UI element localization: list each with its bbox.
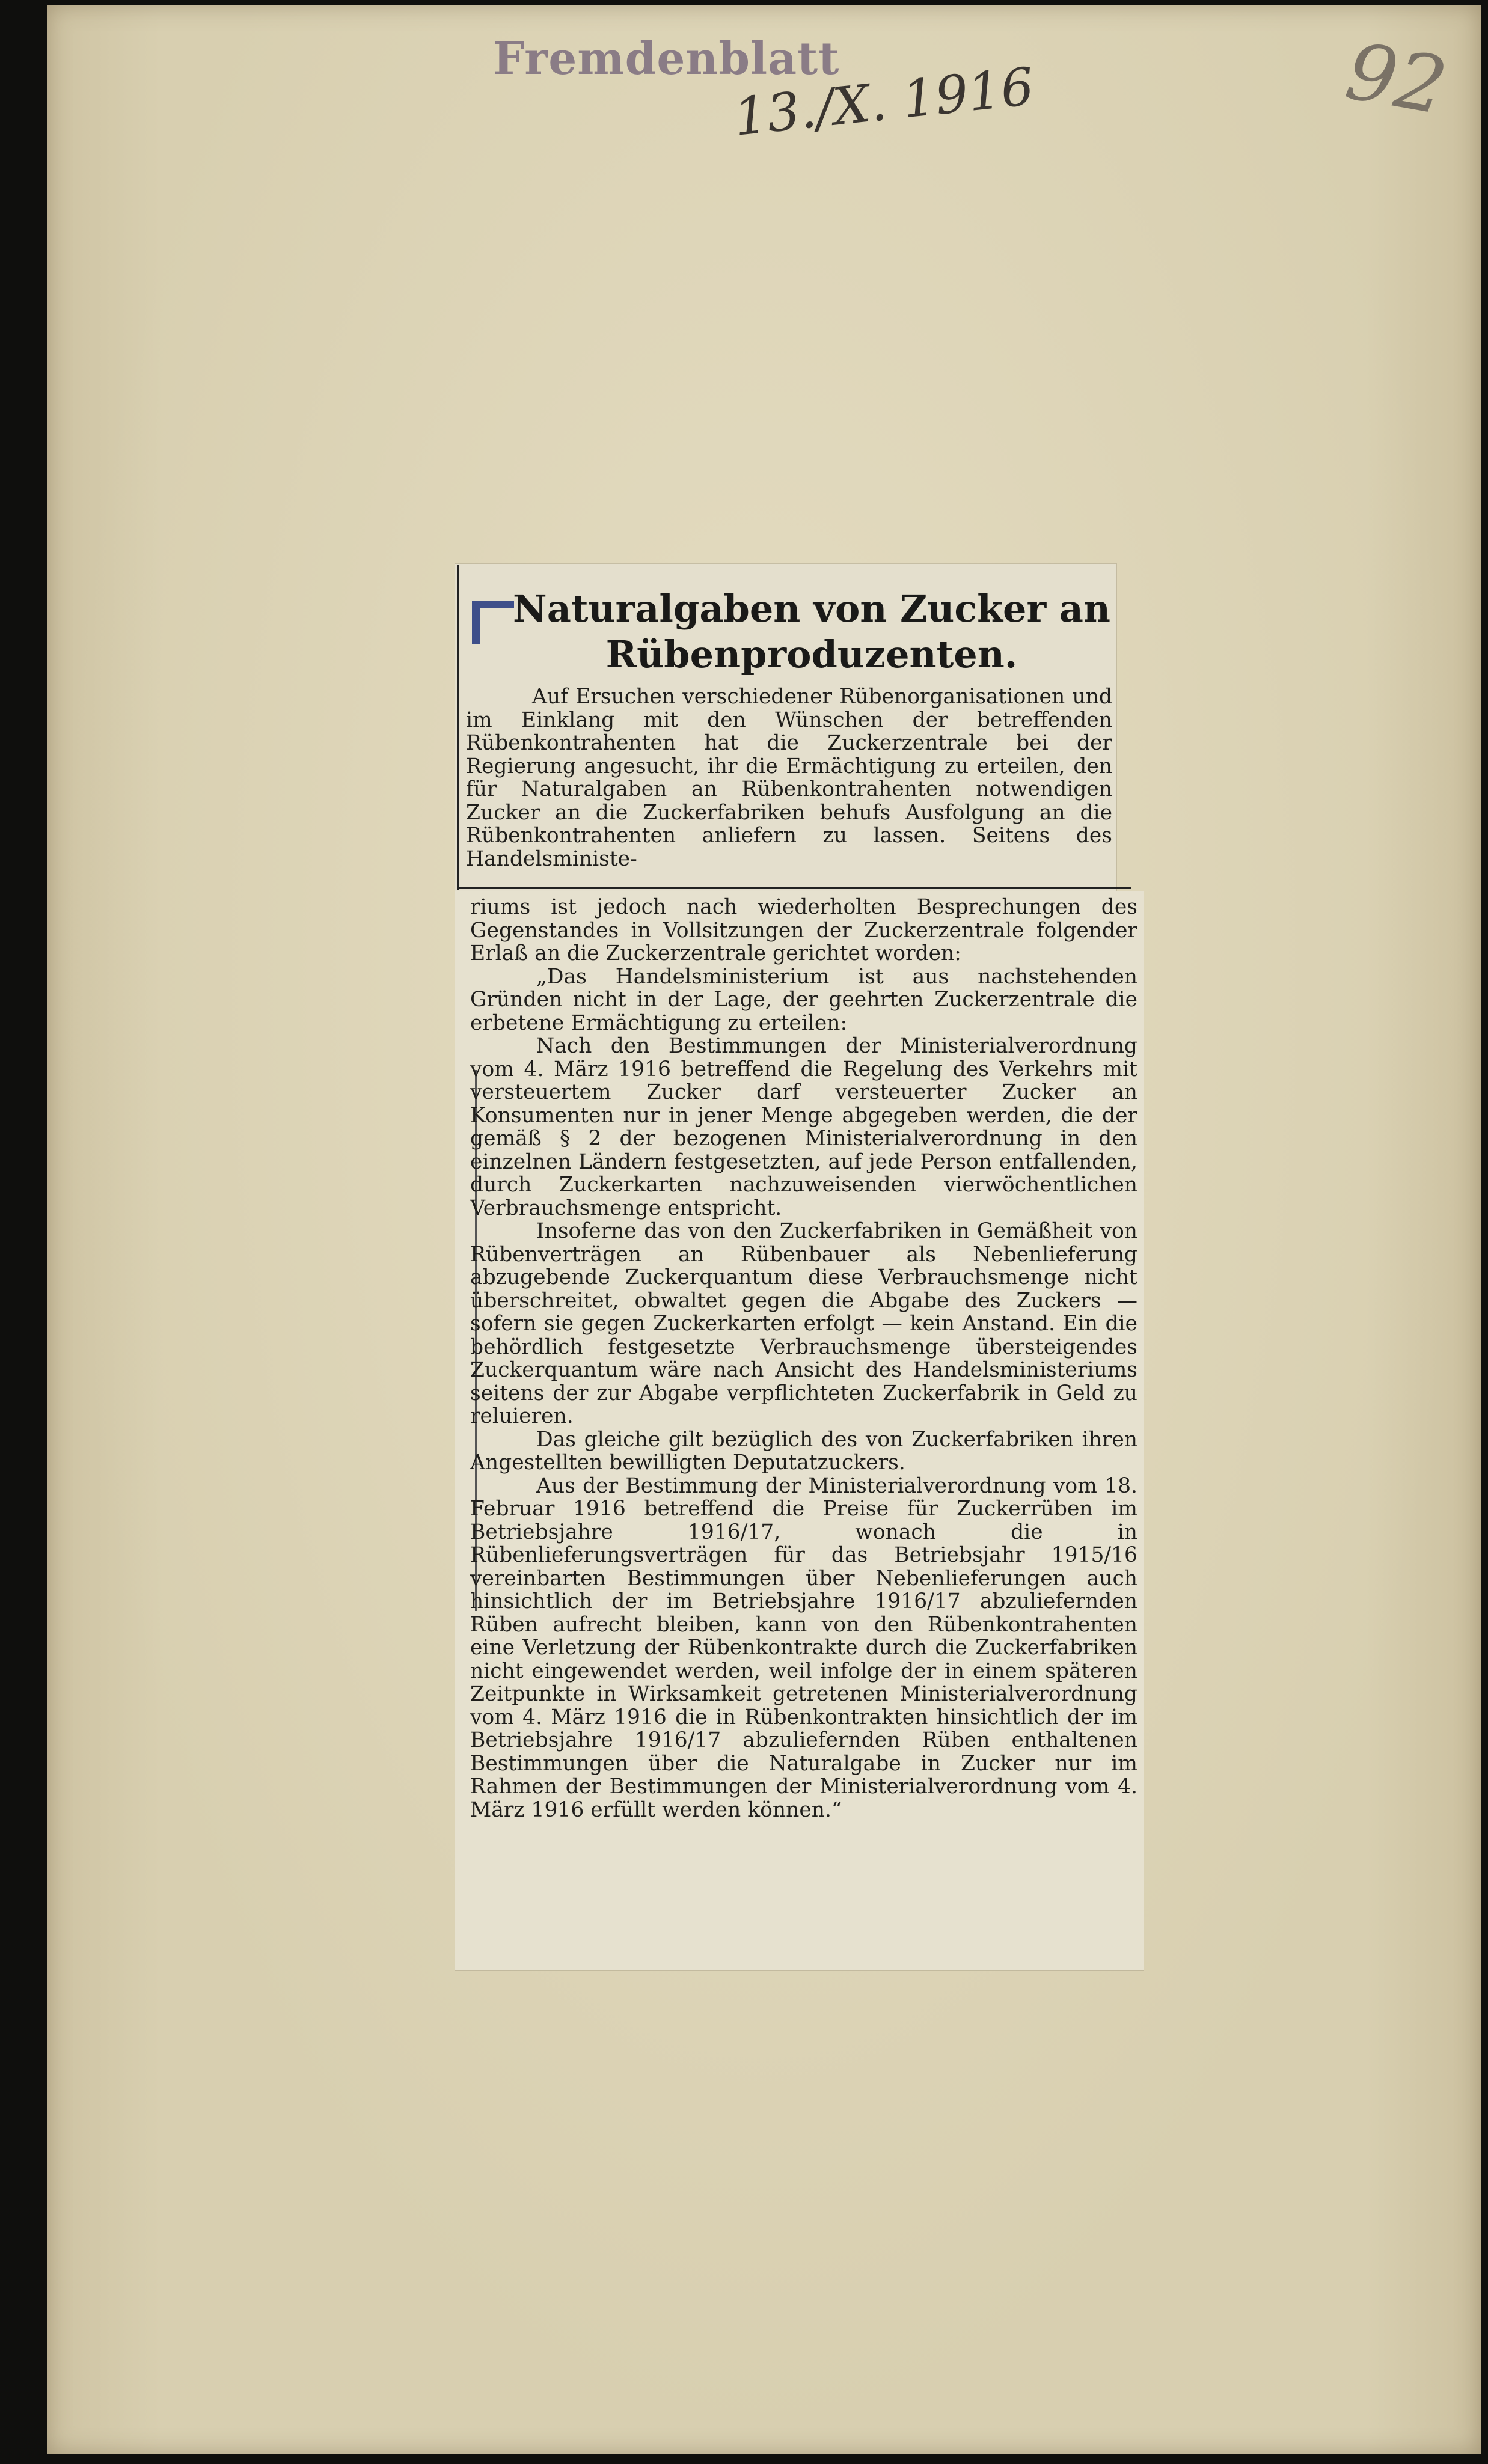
handwritten-date: 13./X. 1916 — [731, 57, 1037, 148]
paragraph: Aus der Bestimmung der Ministerialverordnung vom 18. Februar 1916 betreffend die Preise für Zuckerrüben im Betriebsjahre 1916/17, wonach die in Rübenlieferungsverträgen für das Betriebsjahr 1915/16 vereinbarten Bestimmungen über Nebenlieferungen auch hinsichtlich der im Betriebsjahre 1916/17 abzuliefernden Rüben aufrecht bleiben, kann von den Rübenkontrahenten eine Verletzung der Rübenkontrakte durch die Zuckerfabriken nicht eingewendet werden, weil infolge der in einem späteren Zeitpunkte in Wirksamkeit getretenen Ministerialverordnung vom 4. März 1916 die in Rübenkontrakten hinsichtlich der im Betriebsjahre 1916/17 abzuliefernden Rüben enthaltenen Bestimmungen über die Naturalgabe in Zucker nur im Rahmen der Bestimmungen der Ministerialverordnung vom 4. März 1916 erfüllt werden können.“ — [470, 1473, 1137, 1822]
article-body-upper — [466, 685, 1112, 870]
paragraph: Insoferne das von den Zuckerfabriken in Gemäßheit von Rübenverträgen an Rübenbauer als Nebenlieferung abzugebende Zuckerquantum diese Verbrauchsmenge nicht überschreitet, obwaltet gegen die Abgabe des Zuckers — sofern sie gegen Zuckerkarten erfolgt — kein Anstand. Ein die behördlich festgesetzte Verbrauchsmenge übersteigendes Zuckerquantum wäre nach Ansicht des Handelsministeriums seitens der zur Abgabe verpflichteten Zuckerfabrik in Geld zu reluieren. — [470, 1219, 1137, 1428]
paragraph: Nach den Bestimmungen der Ministerialverordnung vom 4. März 1916 betreffend die Regelung des Verkehrs mit versteuertem Zucker darf versteuerter Zucker an Konsumenten nur in jener Menge abgegeben werden, die der gemäß § 2 der bezogenen Ministerialverordnung in den einzelnen Ländern festgesetzten, auf jede Person entfallenden, durch Zuckerkarten nachzuweisenden vierwöchentlichen Verbrauchsmenge entspricht. — [470, 1034, 1137, 1220]
paragraph: riums ist jedoch nach wiederholten Besprechungen des Gegenstandes in Vollsitzungen der Zuckerzentrale folgender Erlaß an die Zuckerzentrale gerichtet worden: — [470, 895, 1137, 965]
paragraph: Auf Ersuchen verschiedener Rübenorganisationen und im Einklang mit den Wünschen der betreffenden Rübenkontrahenten hat die Zuckerzentrale bei der Regierung angesucht, ihr die Ermächtigung zu erteilen, den für Naturalgaben an Rübenkontrahenten notwendigen Zucker an die Zuckerfabriken behufs Ausfolgung an die Rübenkontrahenten anliefern zu lassen. Seitens des Handelsministe- — [466, 685, 1112, 871]
folio-number: 92 — [1340, 25, 1454, 133]
article-headline: Naturalgaben von Zucker an Rübenproduzenten. — [513, 587, 1110, 676]
column-rule — [457, 565, 459, 890]
article-body-lower — [470, 896, 1137, 1821]
paragraph: „Das Handelsministerium ist aus nachstehenden Gründen nicht in der Lage, der geehrten Zuckerzentrale die erbetene Ermächtigung zu erteilen: — [470, 964, 1137, 1035]
newspaper-stamp: Fremdenblatt — [493, 33, 840, 85]
paragraph: Das gleiche gilt bezüglich des von Zuckerfabriken ihren Angestellten bewilligten Deputatzuckers. — [470, 1427, 1137, 1475]
clipping-divider — [458, 887, 1131, 889]
